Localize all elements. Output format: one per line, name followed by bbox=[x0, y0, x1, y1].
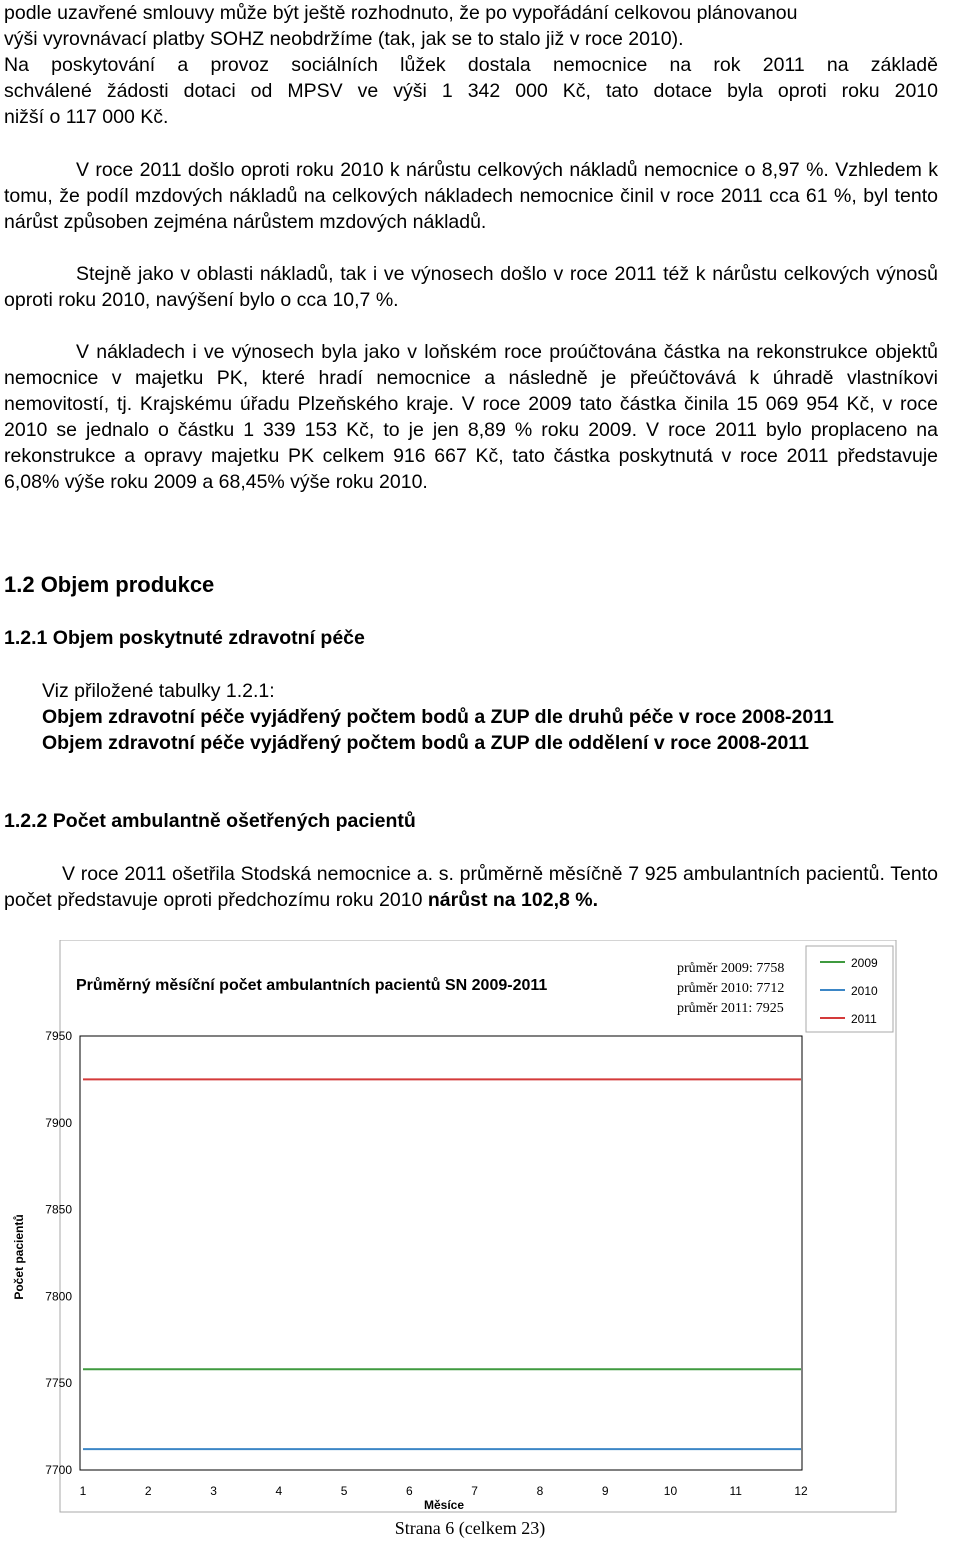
paragraph-revenues: Stejně jako v oblasti nákladů, tak i ve výnosech došlo v roce 2011 též k nárůstu celkových výnosů oproti roku 2010, navýšení bylo o cca 10,7 %. bbox=[4, 263, 938, 311]
x-tick-label: 8 bbox=[536, 1484, 544, 1498]
y-tick-label: 7700 bbox=[45, 1463, 72, 1477]
table-title: Objem zdravotní péče vyjádřený počtem bodů a ZUP dle druhů péče v roce 2008-2011 bbox=[42, 706, 834, 728]
annotation-2009: průměr 2009: 7758 bbox=[677, 961, 785, 976]
x-tick-label: 6 bbox=[406, 1484, 413, 1498]
annotation-2011: průměr 2011: 7925 bbox=[677, 1001, 784, 1016]
x-tick-label: 3 bbox=[210, 1484, 217, 1498]
chart-frame bbox=[60, 940, 896, 1512]
x-tick-label: 7 bbox=[471, 1484, 478, 1498]
plot-border bbox=[80, 1036, 802, 1470]
x-tick-label: 4 bbox=[275, 1484, 283, 1498]
text-line: Na poskytování a provoz sociálních lůžek dostala nemocnice na rok 2011 na základě bbox=[4, 54, 938, 76]
x-tick-label: 10 bbox=[663, 1484, 678, 1498]
chart-title: Průměrný měsíční počet ambulantních pacientů SN 2009-2011 bbox=[76, 977, 548, 994]
paragraph-patients bbox=[4, 862, 938, 914]
legend-label-2010: 2010 bbox=[851, 984, 878, 998]
subsection-heading: 1.2.2 Počet ambulantně ošetřených pacientů bbox=[4, 810, 416, 832]
plot-area bbox=[80, 1036, 802, 1470]
legend-label-2009: 2009 bbox=[851, 956, 878, 970]
x-axis-label: Měsíce bbox=[423, 1498, 465, 1512]
tables-reference: Viz přiložené tabulky 1.2.1: bbox=[42, 680, 275, 702]
legend-label-2011: 2011 bbox=[851, 1012, 877, 1026]
y-tick-label: 7850 bbox=[45, 1202, 72, 1217]
subsection-heading: 1.2.1 Objem poskytnuté zdravotní péče bbox=[4, 627, 365, 649]
legend-box bbox=[806, 946, 893, 1032]
y-tick-label: 7800 bbox=[45, 1289, 72, 1304]
y-axis-label: Počet pacientů bbox=[12, 1214, 26, 1300]
patients-chart bbox=[0, 940, 960, 1515]
text-line: schválené žádosti dotaci od MPSV ve výši 1 342 000 Kč, tato dotace byla oproti roku 2010 bbox=[4, 80, 938, 102]
growth-highlight: nárůst na 102,8 %. bbox=[427, 888, 599, 911]
y-tick-label: 7900 bbox=[45, 1115, 72, 1130]
y-tick-label: 7750 bbox=[45, 1376, 72, 1391]
chart-annotations bbox=[677, 961, 784, 1016]
x-tick-label: 5 bbox=[340, 1484, 348, 1498]
section-heading: 1.2 Objem produkce bbox=[4, 572, 215, 597]
table-title: Objem zdravotní péče vyjádřený počtem bodů a ZUP dle oddělení v roce 2008-2011 bbox=[42, 732, 809, 754]
text-line: výši vyrovnávací platby SOHZ neobdržíme (tak, jak se to stalo již v roce 2010). bbox=[4, 28, 684, 50]
x-tick-label: 11 bbox=[729, 1484, 742, 1498]
text-line: podle uzavřené smlouvy může být ještě rozhodnuto, že po vypořádání celkovou plánovanou bbox=[4, 2, 798, 24]
x-axis bbox=[80, 1484, 808, 1498]
x-tick-label: 9 bbox=[601, 1484, 609, 1498]
page-footer: Strana 6 (celkem 23) bbox=[394, 1518, 546, 1538]
paragraph-reconstruction: V nákladech i ve výnosech byla jako v loňském roce proúčtována částka na rekonstrukce objektů nemocnice v majetku PK, které hradí nemocnice a následně je přeúčtovává k úhradě vlastníkovi nemovitostí, tj. Krajskému úřadu Plzeňského kraje. V roce 2009 tato částka činila 15 069 954 Kč, v roce 2010 se jednalo o částku 1 339 153 Kč, to je jen 8,89 % roku 2009. V roce 2011 bylo proplaceno na rekonstrukce a opravy majetku PK celkem 916 667 Kč, tato částka poskytnutá v roce 2011 představuje 6,08% výše roku 2009 a 68,45% výše roku 2010. bbox=[4, 341, 938, 493]
x-tick-label: 2 bbox=[144, 1484, 152, 1498]
chart-legend bbox=[806, 946, 893, 1032]
x-tick-label: 1 bbox=[79, 1484, 87, 1498]
y-tick-label: 7950 bbox=[45, 1029, 72, 1043]
paragraph-costs: V roce 2011 došlo oproti roku 2010 k nárůstu celkových nákladů nemocnice o 8,97 %. Vzhledem k tomu, že podíl mzdových nákladů na celkových nákladech nemocnice činil v roce 2011 cca 61 %, byl tento nárůst způsoben zejména nárůstem mzdových nákladů. bbox=[4, 159, 938, 233]
y-axis bbox=[45, 1029, 72, 1477]
x-tick-label: 12 bbox=[794, 1484, 808, 1498]
text-line: nižší o 117 000 Kč. bbox=[4, 106, 169, 128]
annotation-2010: průměr 2010: 7712 bbox=[677, 981, 785, 996]
paragraph-text: V roce 2011 ošetřila Stodská nemocnice a. s. průměrně měsíčně 7 925 ambulantních pacientů. Tento počet představuje oproti předchozímu roku 2010 bbox=[4, 863, 938, 911]
